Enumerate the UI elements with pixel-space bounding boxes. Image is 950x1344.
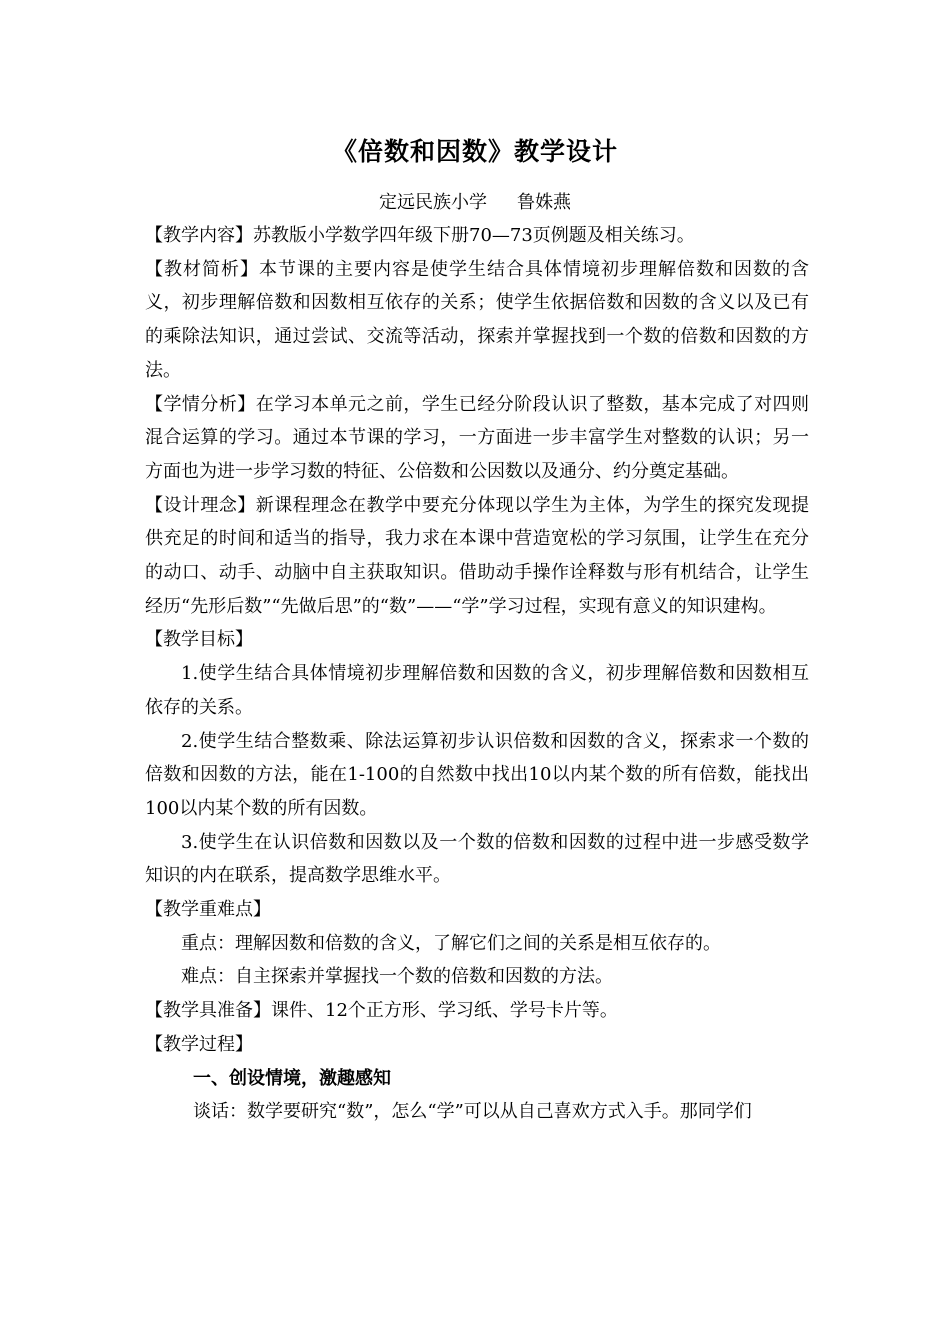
goal-item: 3.使学生在认识倍数和因数以及一个数的倍数和因数的过程中进一步感受数学知识的内在联系，提高数学思维水平。 — [145, 831, 809, 887]
design-concept-label: 【设计理念】 — [145, 494, 256, 516]
key-point-difficulty: 难点：自主探索并掌握找一个数的倍数和因数的方法。 — [181, 966, 613, 988]
teaching-goals-heading: 【教学目标】 — [145, 629, 253, 651]
textbook-analysis-text: 本节课的主要内容是使学生结合具体情境初步理解倍数和因数的含义，初步理解倍数和因数相互依存的关系；使学生依据倍数和因数的含义以及已有的乘除法知识，通过尝试、交流等活动，探索并掌握找到一个数的倍数和因数的方法。 — [145, 258, 809, 381]
teaching-content-paragraph — [145, 219, 809, 253]
textbook-analysis-label: 【教材简析】 — [145, 258, 259, 280]
student-analysis-label: 【学情分析】 — [145, 393, 256, 415]
student-analysis-text: 在学习本单元之前，学生已经分阶段认识了整数，基本完成了对四则混合运算的学习。通过本节课的学习，一方面进一步丰富学生对整数的认识；另一方面也为进一步学习数的特征、公倍数和公因数以及通分、约分奠定基础。 — [145, 393, 810, 482]
teaching-process-heading: 【教学过程】 — [145, 1033, 253, 1055]
goal-item: 1.使学生结合具体情境初步理解倍数和因数的含义，初步理解倍数和因数相互依存的关系。 — [145, 663, 809, 718]
design-concept-text: 新课程理念在教学中要充分体现以学生为主体，为学生的探究发现提供充足的时间和适当的指导，我力求在本课中营造宽松的学习氛围，让学生在充分的动口、动手、动脑中自主获取知识。借助动手操作诠释数与形有机结合，让学生经历“先形后数”“先做后思”的“数”——“学”学习过程，实现有意义的知识建构。 — [145, 494, 810, 617]
document-title: 《倍数和因数》教学设计 — [331, 137, 618, 166]
student-analysis-paragraph — [145, 388, 809, 489]
teaching-content-text: 苏教版小学数学四年级下册70—73页例题及相关练习。 — [253, 225, 695, 246]
materials-paragraph — [145, 994, 809, 1028]
document-body — [145, 219, 809, 1129]
key-point-focus: 重点：理解因数和倍数的含义，了解它们之间的关系是相互依存的。 — [181, 932, 721, 954]
materials-text: 课件、12个正方形、学习纸、学号卡片等。 — [271, 1000, 618, 1022]
goal-item: 2.使学生结合整数乘、除法运算初步认识倍数和因数的含义，探索求一个数的倍数和因数的方法，能在1-100的自然数中找出10以内某个数的所有倍数，能找出100以内某个数的所有因数。 — [145, 730, 809, 819]
key-points-heading: 【教学重难点】 — [145, 899, 271, 921]
teaching-content-label: 【教学内容】 — [145, 225, 253, 246]
author-name: 鲁姝燕 — [517, 192, 571, 213]
materials-label: 【教学具准备】 — [145, 1000, 271, 1022]
process-section-heading: 一、创设情境，激趣感知 — [193, 1067, 391, 1089]
school-name: 定远民族小学 — [379, 192, 487, 213]
design-concept-paragraph — [145, 489, 809, 624]
process-talk-text: 谈话：数学要研究“数”，怎么“学”可以从自己喜欢方式入手。那同学们 — [193, 1101, 752, 1123]
textbook-analysis-paragraph — [145, 253, 809, 388]
author-line — [0, 188, 950, 214]
